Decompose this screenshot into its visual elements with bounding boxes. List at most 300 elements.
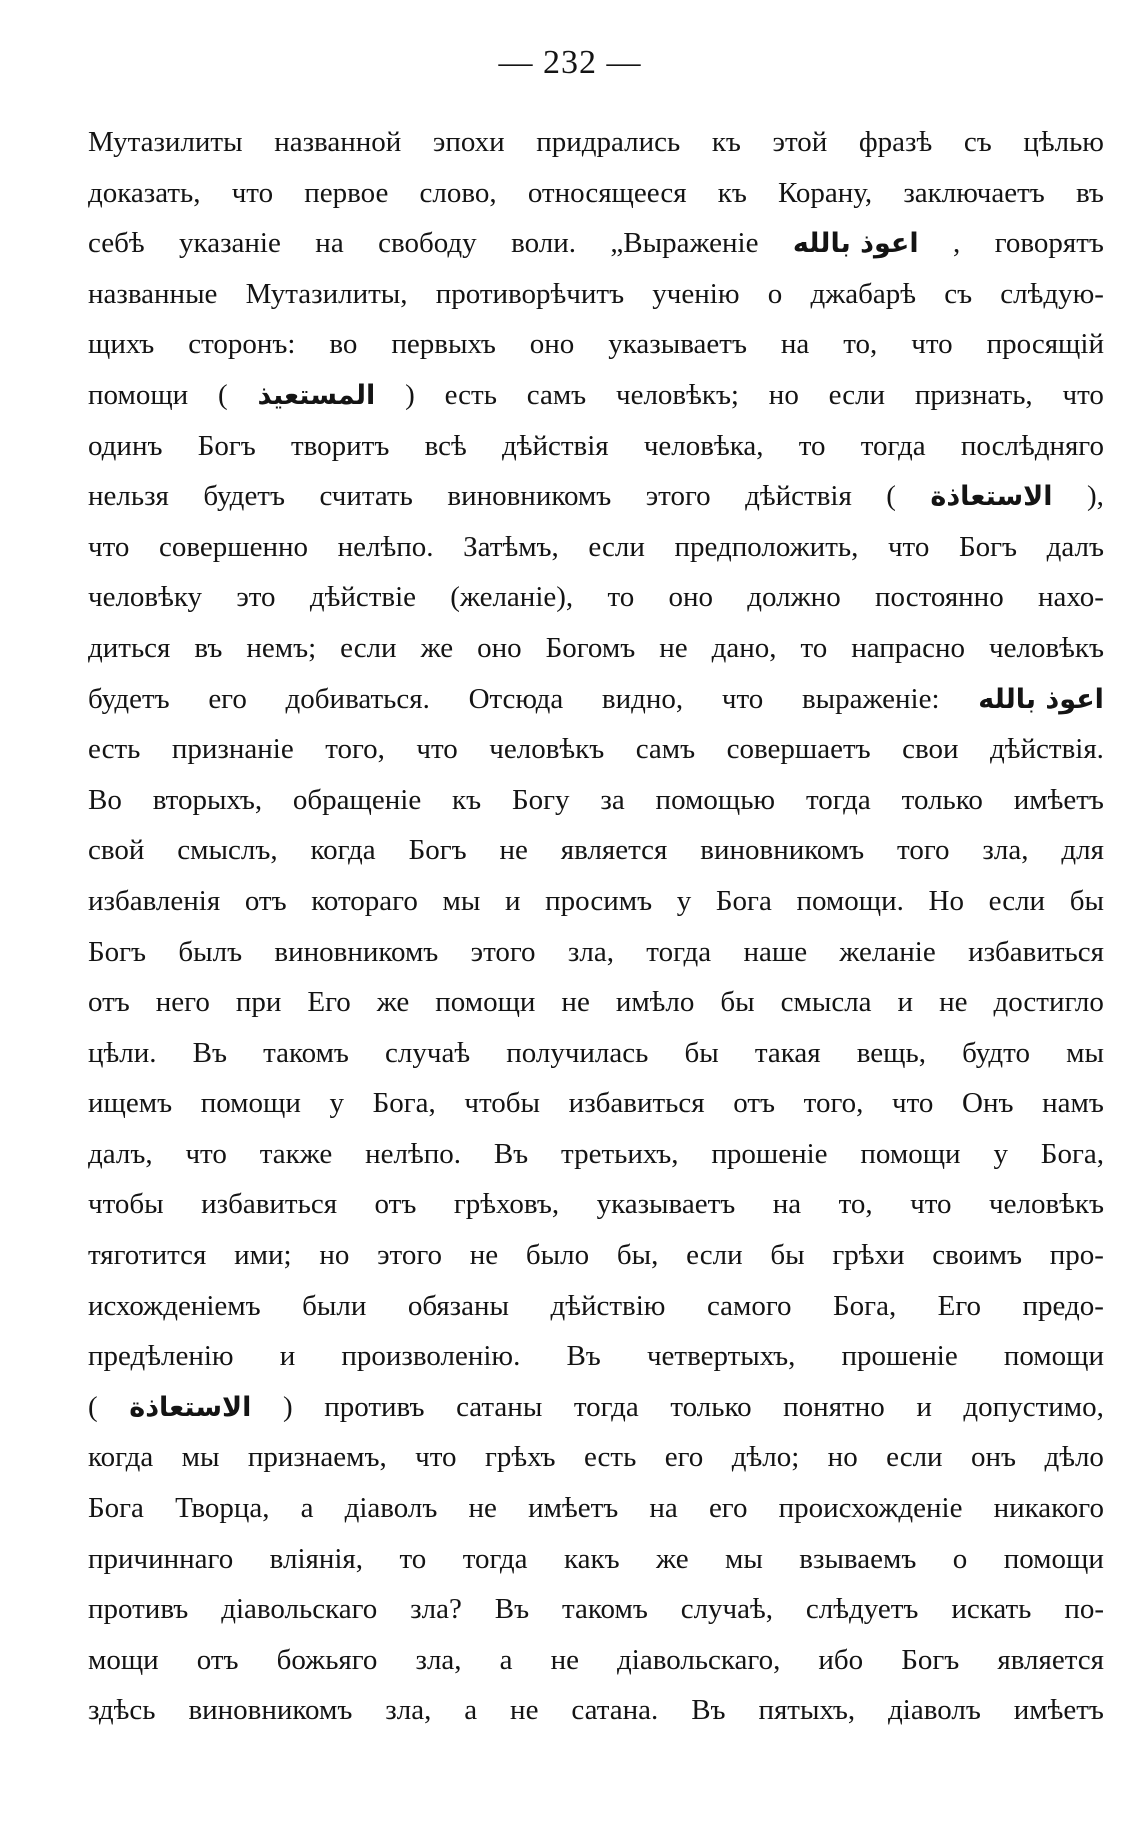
word: что bbox=[231, 176, 274, 209]
word: противъ bbox=[88, 1593, 189, 1626]
word: съ bbox=[944, 277, 973, 310]
word: о bbox=[952, 1542, 968, 1575]
word: помощи. bbox=[796, 884, 904, 917]
word: слѣдуетъ bbox=[805, 1593, 919, 1626]
word: во bbox=[329, 328, 358, 361]
text-line bbox=[88, 1543, 1104, 1594]
word: получилась bbox=[506, 1036, 649, 1069]
text-line bbox=[88, 227, 1104, 278]
word: тяготится bbox=[88, 1239, 207, 1272]
word: дано, bbox=[711, 631, 777, 664]
word: вещь, bbox=[856, 1036, 926, 1069]
text-line bbox=[88, 885, 1104, 936]
word: взываемъ bbox=[799, 1542, 917, 1575]
word: что bbox=[1062, 378, 1104, 411]
word: того, bbox=[803, 1087, 864, 1120]
word: него bbox=[155, 986, 210, 1019]
word: то, bbox=[838, 1188, 873, 1221]
word: ими; bbox=[234, 1239, 292, 1272]
word: чтобы bbox=[88, 1188, 164, 1221]
word: не bbox=[469, 1239, 499, 1272]
word: слѣдую- bbox=[1000, 277, 1104, 310]
word: вліянія, bbox=[269, 1542, 364, 1575]
word: помощи bbox=[860, 1137, 961, 1170]
word: нелѣпо. bbox=[337, 530, 434, 563]
word: просимъ bbox=[545, 884, 653, 917]
word: у bbox=[676, 884, 692, 917]
word: этой bbox=[772, 126, 828, 158]
word: сторонъ: bbox=[188, 328, 296, 361]
word: допустимо, bbox=[963, 1390, 1104, 1423]
word: бы bbox=[684, 1036, 719, 1069]
word: нельзя bbox=[88, 480, 169, 513]
word: его bbox=[708, 1492, 748, 1525]
word: чтобы bbox=[464, 1087, 541, 1120]
word: человѣкъ bbox=[489, 733, 605, 766]
arabic-word: اعوذ بالله bbox=[978, 683, 1104, 715]
word: но bbox=[768, 378, 799, 411]
word: Богомъ bbox=[545, 631, 636, 664]
word: въ bbox=[1075, 176, 1104, 209]
word: грѣхи bbox=[832, 1239, 905, 1272]
word: человѣку bbox=[88, 581, 203, 614]
word: былъ bbox=[178, 935, 243, 968]
word: видно, bbox=[601, 682, 684, 715]
word: Корану, bbox=[778, 176, 873, 209]
word: просящій bbox=[986, 328, 1104, 361]
text-line bbox=[88, 126, 1104, 177]
word: предѣленію bbox=[88, 1340, 234, 1373]
word: Во bbox=[88, 783, 122, 816]
word: цѣлью bbox=[1023, 126, 1104, 158]
word: одинъ bbox=[88, 429, 163, 462]
word: виновникомъ bbox=[188, 1694, 353, 1727]
word: искать bbox=[951, 1593, 1032, 1626]
word: нахо- bbox=[1037, 581, 1104, 614]
word: далъ, bbox=[88, 1137, 153, 1170]
word: фразѣ bbox=[858, 126, 933, 158]
word: а bbox=[464, 1694, 478, 1727]
word: и bbox=[916, 1390, 932, 1423]
word: но bbox=[319, 1239, 350, 1272]
word: а bbox=[499, 1643, 513, 1676]
word: что bbox=[721, 682, 764, 715]
word: котораго bbox=[311, 884, 418, 917]
word: дѣйствія bbox=[745, 480, 852, 513]
word: виновникомъ bbox=[447, 480, 612, 513]
word: щихъ bbox=[88, 328, 155, 361]
word: на bbox=[772, 1188, 802, 1221]
word: если bbox=[686, 1239, 743, 1272]
word: случаѣ, bbox=[680, 1593, 774, 1626]
word: причиннаго bbox=[88, 1542, 234, 1575]
word: тогда bbox=[646, 935, 712, 968]
word: этого bbox=[470, 935, 536, 968]
word: указываетъ bbox=[596, 1188, 736, 1221]
word: діавольскаго, bbox=[617, 1643, 781, 1676]
word: избавиться bbox=[568, 1087, 705, 1120]
text-line bbox=[88, 177, 1104, 228]
text-line bbox=[88, 581, 1104, 632]
word: діаволъ bbox=[888, 1694, 981, 1727]
word: тогда bbox=[805, 783, 871, 816]
word: постоянно bbox=[874, 581, 1004, 614]
word: Богъ bbox=[197, 429, 256, 462]
word: то bbox=[798, 429, 826, 462]
word: того, bbox=[325, 733, 385, 766]
word: зла, bbox=[567, 935, 614, 968]
word: если bbox=[340, 631, 397, 664]
text-line bbox=[88, 1694, 1104, 1745]
text-line bbox=[88, 936, 1104, 987]
word: оно bbox=[529, 328, 575, 361]
word: о bbox=[767, 277, 783, 310]
word: грѣховъ, bbox=[453, 1188, 560, 1221]
word: сатана. bbox=[571, 1694, 659, 1727]
word: не bbox=[468, 1492, 497, 1525]
word: имѣетъ bbox=[1013, 783, 1104, 816]
text-line bbox=[88, 278, 1104, 329]
word: будто bbox=[962, 1036, 1030, 1069]
word: относящееся bbox=[527, 176, 687, 209]
word: является bbox=[560, 834, 668, 867]
word: совершенно bbox=[159, 530, 309, 563]
word: какъ bbox=[564, 1542, 620, 1575]
word: желаніе bbox=[839, 935, 936, 968]
word: происхожденіе bbox=[778, 1492, 963, 1525]
word: Богъ bbox=[901, 1643, 960, 1676]
word: отъ bbox=[374, 1188, 417, 1221]
word: считать bbox=[319, 480, 413, 513]
word: пятыхъ, bbox=[758, 1694, 856, 1727]
word: придрались bbox=[536, 126, 681, 158]
word: если bbox=[588, 530, 645, 563]
word: отъ bbox=[88, 986, 130, 1019]
text-line bbox=[88, 784, 1104, 835]
word: прошеніе bbox=[841, 1340, 958, 1373]
word: не bbox=[499, 834, 528, 867]
word: самъ bbox=[526, 378, 587, 411]
word: и bbox=[897, 986, 914, 1019]
word: Мутазилиты, bbox=[245, 277, 408, 310]
word: Бога, bbox=[833, 1289, 897, 1322]
word: нелѣпо. bbox=[365, 1137, 461, 1170]
word: цѣли. bbox=[88, 1036, 157, 1069]
word: доказать, bbox=[88, 176, 201, 209]
word: онъ bbox=[971, 1441, 1017, 1474]
word: указаніе bbox=[179, 227, 281, 260]
word: названные bbox=[88, 277, 218, 310]
word: того bbox=[897, 834, 950, 867]
word: такая bbox=[754, 1036, 821, 1069]
word: есть bbox=[583, 1441, 637, 1474]
word: Бога bbox=[88, 1492, 144, 1525]
word: ( bbox=[217, 378, 228, 411]
word: виновникомъ bbox=[700, 834, 865, 867]
word: совершаетъ bbox=[726, 733, 871, 766]
word: Богъ bbox=[408, 834, 467, 867]
word: въ bbox=[194, 631, 223, 664]
word: признаніе bbox=[171, 733, 294, 766]
word: не bbox=[659, 631, 688, 664]
word: всѣ bbox=[424, 429, 467, 462]
word: не bbox=[510, 1694, 539, 1727]
word: у bbox=[329, 1087, 344, 1120]
word: дѣло; bbox=[731, 1441, 800, 1474]
word: а bbox=[300, 1492, 314, 1525]
word: сатаны bbox=[456, 1390, 543, 1423]
word: свой bbox=[88, 834, 145, 867]
word: тогда bbox=[462, 1542, 528, 1575]
word: по- bbox=[1064, 1593, 1104, 1626]
word: что bbox=[88, 530, 130, 563]
word: у bbox=[993, 1137, 1008, 1170]
word: Отсюда bbox=[468, 682, 564, 715]
word: Затѣмъ, bbox=[463, 530, 559, 563]
word: ( bbox=[886, 480, 896, 513]
word: говорятъ bbox=[994, 227, 1104, 260]
word: дѣйствія. bbox=[990, 733, 1104, 766]
word: же bbox=[656, 1542, 689, 1575]
word: вторыхъ, bbox=[152, 783, 263, 816]
word: понятно bbox=[783, 1390, 885, 1423]
text-line bbox=[88, 683, 1104, 734]
word: воли. bbox=[511, 227, 576, 260]
text-line bbox=[88, 1644, 1104, 1695]
word: оно bbox=[477, 631, 522, 664]
word: свои bbox=[902, 733, 959, 766]
word: противорѣчитъ bbox=[435, 277, 625, 310]
word: Онъ bbox=[962, 1087, 1014, 1120]
word: помощи bbox=[1003, 1542, 1104, 1575]
word: что bbox=[910, 1188, 952, 1221]
word: есть bbox=[88, 733, 141, 766]
word: мы bbox=[1066, 1036, 1104, 1069]
word: же bbox=[420, 631, 454, 664]
arabic-word: الاستعاذة bbox=[930, 481, 1053, 513]
word: третьихъ, bbox=[561, 1137, 679, 1170]
text-line bbox=[88, 531, 1104, 582]
text-line bbox=[88, 733, 1104, 784]
word: что bbox=[416, 733, 458, 766]
word: имѣетъ bbox=[528, 1492, 619, 1525]
word: ищемъ bbox=[88, 1087, 173, 1120]
word: помощи bbox=[88, 378, 189, 411]
word: мы bbox=[725, 1542, 763, 1575]
word: случаѣ bbox=[385, 1036, 471, 1069]
word: должно bbox=[747, 581, 841, 614]
word: Но bbox=[928, 884, 964, 917]
word: за bbox=[600, 783, 625, 816]
word: прошеніе bbox=[711, 1137, 828, 1170]
arabic-word: المستعيذ bbox=[257, 379, 376, 411]
word: человѣка, bbox=[643, 429, 764, 462]
word: бы, bbox=[616, 1239, 659, 1272]
word: зла, bbox=[415, 1643, 462, 1676]
word: же bbox=[376, 986, 410, 1019]
word: предположить, bbox=[674, 530, 859, 563]
page-text bbox=[88, 126, 1104, 1745]
word: то bbox=[800, 631, 828, 664]
word: къ bbox=[711, 126, 741, 158]
word: на bbox=[780, 328, 810, 361]
word: зла, bbox=[982, 834, 1029, 867]
text-line bbox=[88, 1138, 1104, 1189]
word: для bbox=[1061, 834, 1104, 867]
text-line bbox=[88, 1441, 1104, 1492]
word: ) bbox=[282, 1390, 293, 1423]
text-line bbox=[88, 480, 1104, 531]
word: (желаніе), bbox=[450, 581, 574, 614]
word: не bbox=[939, 986, 968, 1019]
word: тогда bbox=[573, 1390, 639, 1423]
word: противъ bbox=[324, 1390, 425, 1423]
word: Богу bbox=[511, 783, 570, 816]
word: Творца, bbox=[175, 1492, 270, 1525]
word: намъ bbox=[1042, 1087, 1104, 1120]
word: ), bbox=[1086, 480, 1104, 513]
word: мощи bbox=[88, 1643, 159, 1676]
word: но bbox=[827, 1441, 858, 1474]
word: было bbox=[525, 1239, 590, 1272]
word: напрасно bbox=[851, 631, 966, 664]
word: четвертыхъ, bbox=[646, 1340, 796, 1373]
word: немъ; bbox=[246, 631, 317, 664]
word: добиваться. bbox=[285, 682, 430, 715]
text-line bbox=[88, 1290, 1104, 1341]
word: обязаны bbox=[407, 1289, 510, 1322]
word: Богъ bbox=[88, 935, 147, 968]
word: предо- bbox=[1022, 1289, 1104, 1322]
word: первыхъ bbox=[391, 328, 496, 361]
word: это bbox=[236, 581, 276, 614]
text-line bbox=[88, 1391, 1104, 1442]
text-line bbox=[88, 632, 1104, 683]
word: свободу bbox=[378, 227, 477, 260]
word: только bbox=[901, 783, 983, 816]
word: обращеніе bbox=[292, 783, 422, 816]
word: его bbox=[664, 1441, 704, 1474]
word: отъ bbox=[244, 884, 287, 917]
word: творитъ bbox=[290, 429, 390, 462]
word: Его bbox=[937, 1289, 982, 1322]
text-line bbox=[88, 1492, 1104, 1543]
word: Богъ bbox=[958, 530, 1017, 563]
word: дѣйствію bbox=[550, 1289, 666, 1322]
text-line bbox=[88, 1340, 1104, 1391]
text-line bbox=[88, 1188, 1104, 1239]
word: смыслъ, bbox=[177, 834, 278, 867]
word: бы bbox=[770, 1239, 805, 1272]
word: и bbox=[279, 1340, 296, 1373]
word: человѣкъ; bbox=[615, 378, 739, 411]
text-line bbox=[88, 986, 1104, 1037]
text-line bbox=[88, 834, 1104, 885]
word: является bbox=[997, 1643, 1104, 1676]
page-number: — 232 — bbox=[498, 44, 642, 81]
word: отъ bbox=[196, 1643, 239, 1676]
word: избавиться bbox=[968, 935, 1104, 968]
word: только bbox=[670, 1390, 752, 1423]
word: съ bbox=[963, 126, 992, 158]
word: виновникомъ bbox=[274, 935, 439, 968]
word: помощи bbox=[200, 1087, 301, 1120]
word: дѣйствія bbox=[501, 429, 609, 462]
word: джабарѣ bbox=[810, 277, 916, 310]
word: такомъ bbox=[562, 1593, 648, 1626]
word: признать, bbox=[914, 378, 1033, 411]
word: Въ bbox=[493, 1137, 529, 1170]
text-line bbox=[88, 1087, 1104, 1138]
word: произволенію. bbox=[341, 1340, 521, 1373]
word: и bbox=[504, 884, 521, 917]
word: не bbox=[550, 1643, 579, 1676]
word: избавленія bbox=[88, 884, 221, 917]
word: бы bbox=[720, 986, 755, 1019]
word: что bbox=[887, 530, 930, 563]
text-line bbox=[88, 379, 1104, 430]
word: когда bbox=[88, 1441, 154, 1474]
arabic-word: الاستعاذة bbox=[129, 1391, 252, 1423]
word: смысла bbox=[780, 986, 872, 1019]
word: ) bbox=[405, 378, 415, 411]
word: мы bbox=[181, 1441, 220, 1474]
word: ученію bbox=[652, 277, 740, 310]
word: также bbox=[259, 1137, 333, 1170]
word: исхожденіемъ bbox=[88, 1289, 261, 1322]
word: „Выраженіе bbox=[610, 227, 759, 260]
word: Бога, bbox=[372, 1087, 436, 1120]
word: достигло bbox=[993, 986, 1104, 1019]
word: есть bbox=[444, 378, 497, 411]
word: его bbox=[208, 682, 247, 715]
word: заключаетъ bbox=[903, 176, 1045, 209]
word: своимъ bbox=[932, 1239, 1023, 1272]
word: избавиться bbox=[201, 1188, 338, 1221]
word: никакого bbox=[993, 1492, 1104, 1525]
arabic-word: اعوذ بالله bbox=[792, 228, 919, 260]
word: слово, bbox=[419, 176, 497, 209]
word: Мутазилиты bbox=[88, 126, 243, 158]
word: здѣсь bbox=[88, 1694, 156, 1727]
word: дѣло bbox=[1044, 1441, 1104, 1474]
word: что bbox=[185, 1137, 227, 1170]
word: то bbox=[399, 1542, 427, 1575]
word: , bbox=[953, 227, 961, 260]
word: если bbox=[988, 884, 1046, 917]
word: наше bbox=[743, 935, 808, 968]
word: при bbox=[235, 986, 282, 1019]
word: далъ bbox=[1046, 530, 1104, 563]
word: указываетъ bbox=[608, 328, 747, 361]
word: мы bbox=[442, 884, 481, 917]
word: будетъ bbox=[203, 480, 285, 513]
word: на bbox=[649, 1492, 678, 1525]
word: выраженіе: bbox=[801, 682, 940, 715]
word: первое bbox=[304, 176, 389, 209]
word: этого bbox=[377, 1239, 443, 1272]
word: діаволъ bbox=[344, 1492, 438, 1525]
word: ибо bbox=[818, 1643, 864, 1676]
text-line bbox=[88, 1593, 1104, 1644]
word: диться bbox=[88, 631, 171, 664]
word: Въ bbox=[494, 1593, 530, 1626]
word: помощи bbox=[435, 986, 536, 1019]
word: діавольскаго bbox=[221, 1593, 378, 1626]
word: помощью bbox=[655, 783, 776, 816]
word: тогда bbox=[860, 429, 926, 462]
word: не bbox=[561, 986, 590, 1019]
